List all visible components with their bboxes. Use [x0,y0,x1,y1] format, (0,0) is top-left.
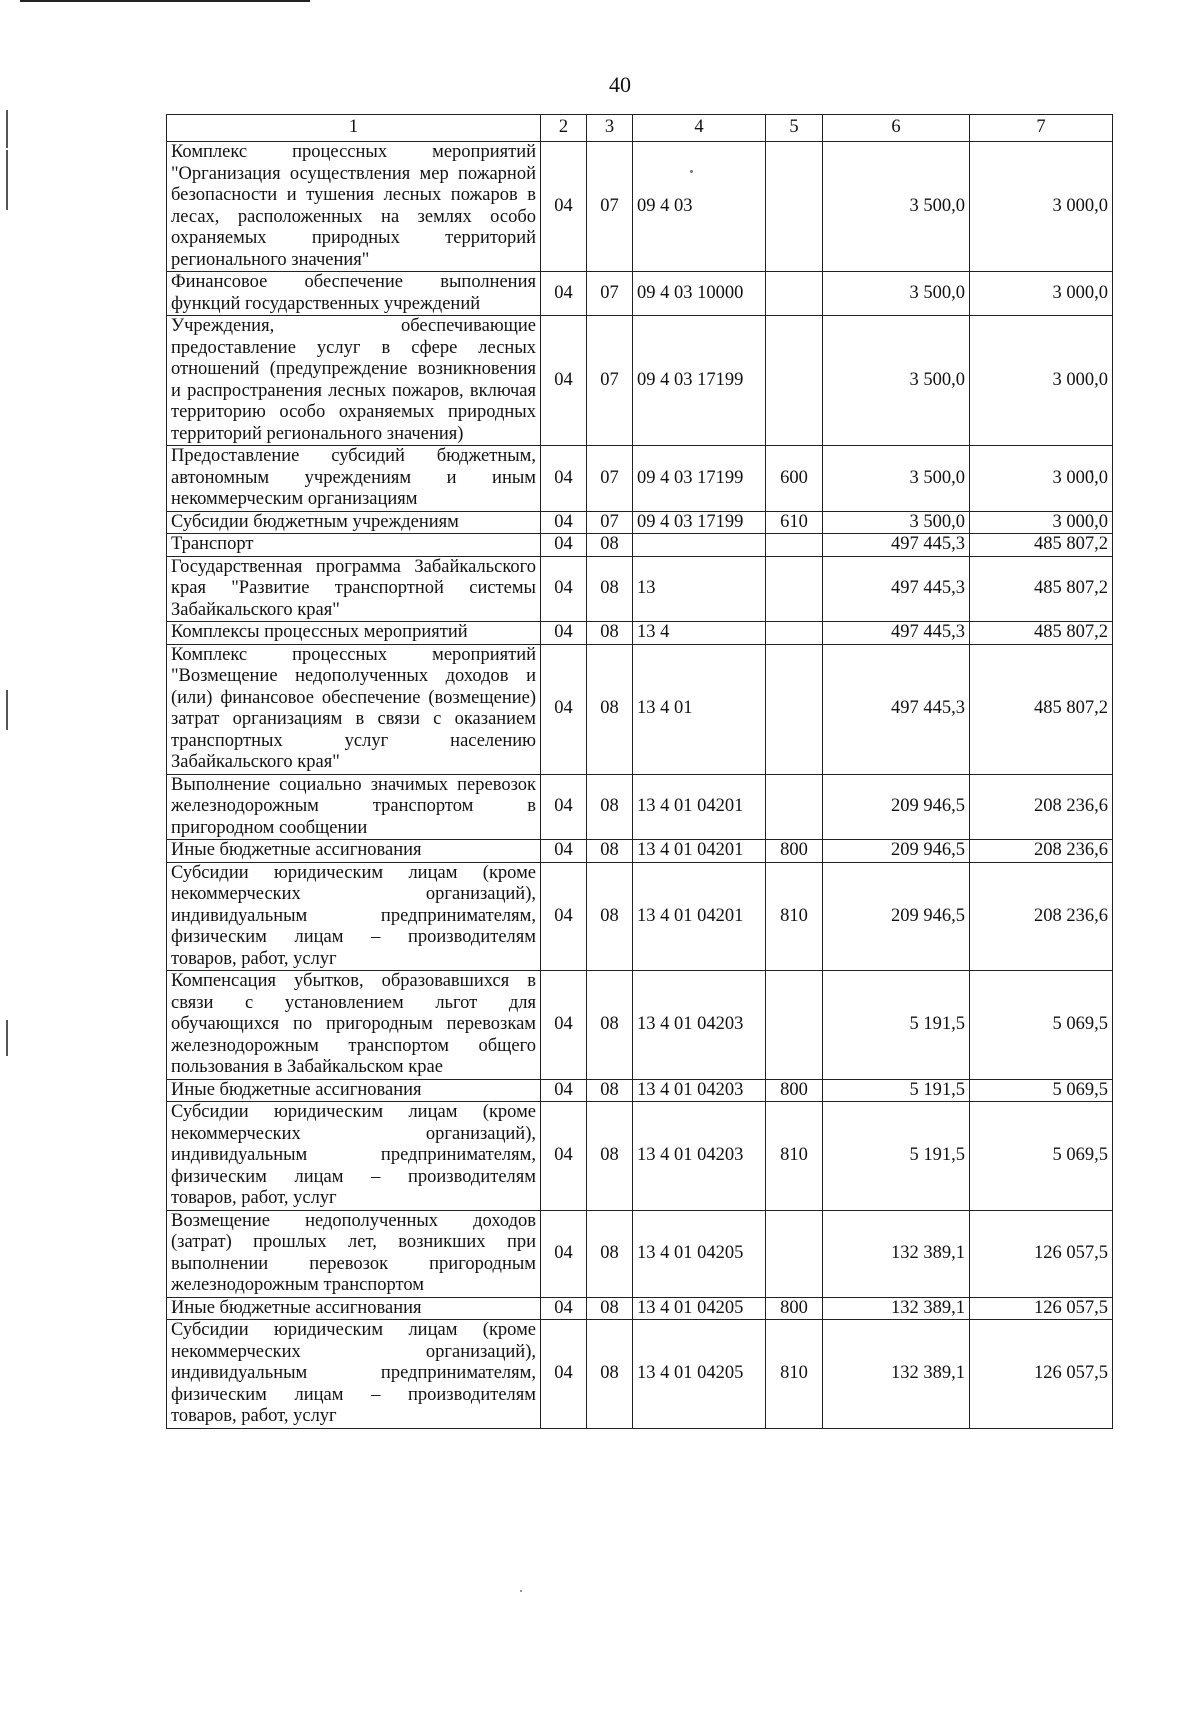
table-row [167,774,1113,840]
row-pr: 08 [587,1079,633,1102]
table-row [167,1297,1113,1320]
row-name: Выполнение социально значимых перевозок железнодорожным транспортом в пригородном сообщении [167,774,541,840]
column-header: 5 [766,115,823,142]
row-sum-1: 497 445,3 [823,556,970,622]
row-sum-2: 5 069,5 [970,971,1113,1080]
table-row [167,971,1113,1080]
page-number: 40 [609,72,631,97]
row-csr [633,534,766,557]
row-sum-1: 5 191,5 [823,971,970,1080]
row-sum-2: 3 000,0 [970,272,1113,316]
row-pr: 08 [587,1210,633,1297]
row-rz: 04 [541,272,587,316]
row-csr: 13 4 01 [633,644,766,774]
row-pr: 08 [587,644,633,774]
row-vr: 810 [766,1102,823,1211]
row-sum-2: 126 057,5 [970,1297,1113,1320]
row-vr [766,971,823,1080]
row-vr [766,142,823,272]
row-csr: 13 [633,556,766,622]
table-row [167,1320,1113,1429]
table-header-row [167,115,1113,142]
row-sum-1: 3 500,0 [823,272,970,316]
table-row [167,534,1113,557]
row-name: Финансовое обеспечение выполнения функций государственных учреждений [167,272,541,316]
table-row [167,556,1113,622]
row-pr: 08 [587,1320,633,1429]
row-name: Субсидии юридическим лицам (кроме некоммерческих организаций), индивидуальным предпринимателям, физическим лицам – производителям товаров, работ, услуг [167,1102,541,1211]
row-name: Компенсация убытков, образовавшихся в связи с установлением льгот для обучающихся по пригородным перевозкам железнодорожным транспортом общего пользования в Забайкальском крае [167,971,541,1080]
row-name: Субсидии юридическим лицам (кроме некоммерческих организаций), индивидуальным предпринимателям, физическим лицам – производителям товаров, работ, услуг [167,1320,541,1429]
row-rz: 04 [541,862,587,971]
row-sum-2: 208 236,6 [970,862,1113,971]
row-csr: 13 4 01 04205 [633,1320,766,1429]
row-rz: 04 [541,622,587,645]
row-vr: 800 [766,840,823,863]
scan-margin-mark [6,690,8,730]
row-name: Иные бюджетные ассигнования [167,1297,541,1320]
row-name: Иные бюджетные ассигнования [167,1079,541,1102]
table-row [167,142,1113,272]
row-vr: 810 [766,862,823,971]
row-sum-1: 3 500,0 [823,446,970,512]
row-rz: 04 [541,774,587,840]
row-sum-1: 132 389,1 [823,1297,970,1320]
table-row [167,446,1113,512]
row-csr: 09 4 03 [633,142,766,272]
row-csr: 09 4 03 17199 [633,446,766,512]
row-pr: 07 [587,272,633,316]
row-vr [766,774,823,840]
row-sum-1: 497 445,3 [823,644,970,774]
row-sum-1: 3 500,0 [823,142,970,272]
row-pr: 08 [587,622,633,645]
row-name: Комплекс процессных мероприятий "Организация осуществления мер пожарной безопасности и тушения лесных пожаров в лесах, расположенных на землях особо охраняемых природных территорий регионального значения" [167,142,541,272]
row-rz: 04 [541,644,587,774]
table-row [167,862,1113,971]
row-csr: 13 4 01 04201 [633,774,766,840]
row-pr: 08 [587,840,633,863]
column-header: 3 [587,115,633,142]
row-sum-2: 3 000,0 [970,142,1113,272]
row-csr: 13 4 01 04205 [633,1297,766,1320]
table-row [167,272,1113,316]
table-row [167,511,1113,534]
row-csr: 13 4 01 04203 [633,1102,766,1211]
row-pr: 08 [587,1297,633,1320]
row-csr: 13 4 01 04205 [633,1210,766,1297]
column-header: 6 [823,115,970,142]
row-vr [766,644,823,774]
row-csr: 09 4 03 17199 [633,316,766,446]
row-pr: 08 [587,971,633,1080]
row-sum-1: 209 946,5 [823,840,970,863]
row-sum-2: 485 807,2 [970,644,1113,774]
row-name: Субсидии юридическим лицам (кроме некоммерческих организаций), индивидуальным предпринимателям, физическим лицам – производителям товаров, работ, услуг [167,862,541,971]
row-rz: 04 [541,1297,587,1320]
row-rz: 04 [541,556,587,622]
row-csr: 09 4 03 10000 [633,272,766,316]
row-rz: 04 [541,142,587,272]
row-rz: 04 [541,971,587,1080]
row-sum-1: 5 191,5 [823,1079,970,1102]
row-sum-2: 3 000,0 [970,316,1113,446]
row-pr: 07 [587,316,633,446]
scan-speck [520,1590,522,1592]
row-name: Предоставление субсидий бюджетным, автономным учреждениям и иным некоммерческим организациям [167,446,541,512]
row-sum-1: 209 946,5 [823,774,970,840]
table-row [167,1102,1113,1211]
row-name: Иные бюджетные ассигнования [167,840,541,863]
row-sum-1: 209 946,5 [823,862,970,971]
row-name: Комплекс процессных мероприятий "Возмещение недополученных доходов и (или) финансовое обеспечение (возмещение) затрат организациям в связи с оказанием транспортных услуг населению Забайкальского края" [167,644,541,774]
row-sum-2: 5 069,5 [970,1102,1113,1211]
row-vr [766,272,823,316]
row-pr: 07 [587,142,633,272]
row-sum-1: 5 191,5 [823,1102,970,1211]
row-vr [766,622,823,645]
row-name: Возмещение недополученных доходов (затрат) прошлых лет, возникших при выполнении перевозок пригородным железнодорожным транспортом [167,1210,541,1297]
row-name: Субсидии бюджетным учреждениям [167,511,541,534]
scan-margin-mark [6,150,8,210]
row-sum-2: 485 807,2 [970,556,1113,622]
row-name: Комплексы процессных мероприятий [167,622,541,645]
budget-table [166,114,1113,1429]
row-sum-1: 132 389,1 [823,1320,970,1429]
table-row [167,316,1113,446]
row-pr: 07 [587,446,633,512]
table-row [167,644,1113,774]
row-csr: 09 4 03 17199 [633,511,766,534]
row-vr [766,1210,823,1297]
table-row [167,1210,1113,1297]
row-rz: 04 [541,534,587,557]
row-vr: 810 [766,1320,823,1429]
row-pr: 08 [587,534,633,557]
row-vr [766,316,823,446]
row-sum-2: 126 057,5 [970,1320,1113,1429]
row-pr: 08 [587,774,633,840]
row-sum-1: 497 445,3 [823,622,970,645]
row-vr: 600 [766,446,823,512]
row-pr: 08 [587,556,633,622]
row-csr: 13 4 01 04201 [633,840,766,863]
row-pr: 07 [587,511,633,534]
row-sum-2: 3 000,0 [970,446,1113,512]
row-sum-2: 485 807,2 [970,534,1113,557]
row-csr: 13 4 01 04203 [633,971,766,1080]
row-csr: 13 4 01 04201 [633,862,766,971]
row-vr: 610 [766,511,823,534]
row-sum-1: 3 500,0 [823,511,970,534]
table-row [167,622,1113,645]
row-rz: 04 [541,511,587,534]
row-sum-1: 132 389,1 [823,1210,970,1297]
row-vr: 800 [766,1079,823,1102]
row-sum-1: 497 445,3 [823,534,970,557]
table-row [167,1079,1113,1102]
row-sum-2: 126 057,5 [970,1210,1113,1297]
column-header: 4 [633,115,766,142]
row-rz: 04 [541,840,587,863]
row-rz: 04 [541,1320,587,1429]
row-csr: 13 4 [633,622,766,645]
row-sum-2: 208 236,6 [970,774,1113,840]
row-rz: 04 [541,446,587,512]
row-pr: 08 [587,862,633,971]
row-vr: 800 [766,1297,823,1320]
row-sum-1: 3 500,0 [823,316,970,446]
row-sum-2: 3 000,0 [970,511,1113,534]
table-row [167,840,1113,863]
row-sum-2: 208 236,6 [970,840,1113,863]
row-sum-2: 5 069,5 [970,1079,1113,1102]
row-csr: 13 4 01 04203 [633,1079,766,1102]
row-rz: 04 [541,316,587,446]
column-header: 1 [167,115,541,142]
row-rz: 04 [541,1210,587,1297]
row-name: Учреждения, обеспечивающие предоставление услуг в сфере лесных отношений (предупреждение возникновения и распространения лесных пожаров, включая территорию особо охраняемых природных территорий регионального значения) [167,316,541,446]
row-name: Государственная программа Забайкальского края "Развитие транспортной системы Забайкальского края" [167,556,541,622]
scan-edge-rule [20,0,310,2]
scan-margin-mark [6,1020,8,1056]
row-pr: 08 [587,1102,633,1211]
row-sum-2: 485 807,2 [970,622,1113,645]
row-vr [766,534,823,557]
column-header: 7 [970,115,1113,142]
row-vr [766,556,823,622]
scan-margin-mark [6,110,8,148]
row-rz: 04 [541,1102,587,1211]
row-name: Транспорт [167,534,541,557]
row-rz: 04 [541,1079,587,1102]
column-header: 2 [541,115,587,142]
